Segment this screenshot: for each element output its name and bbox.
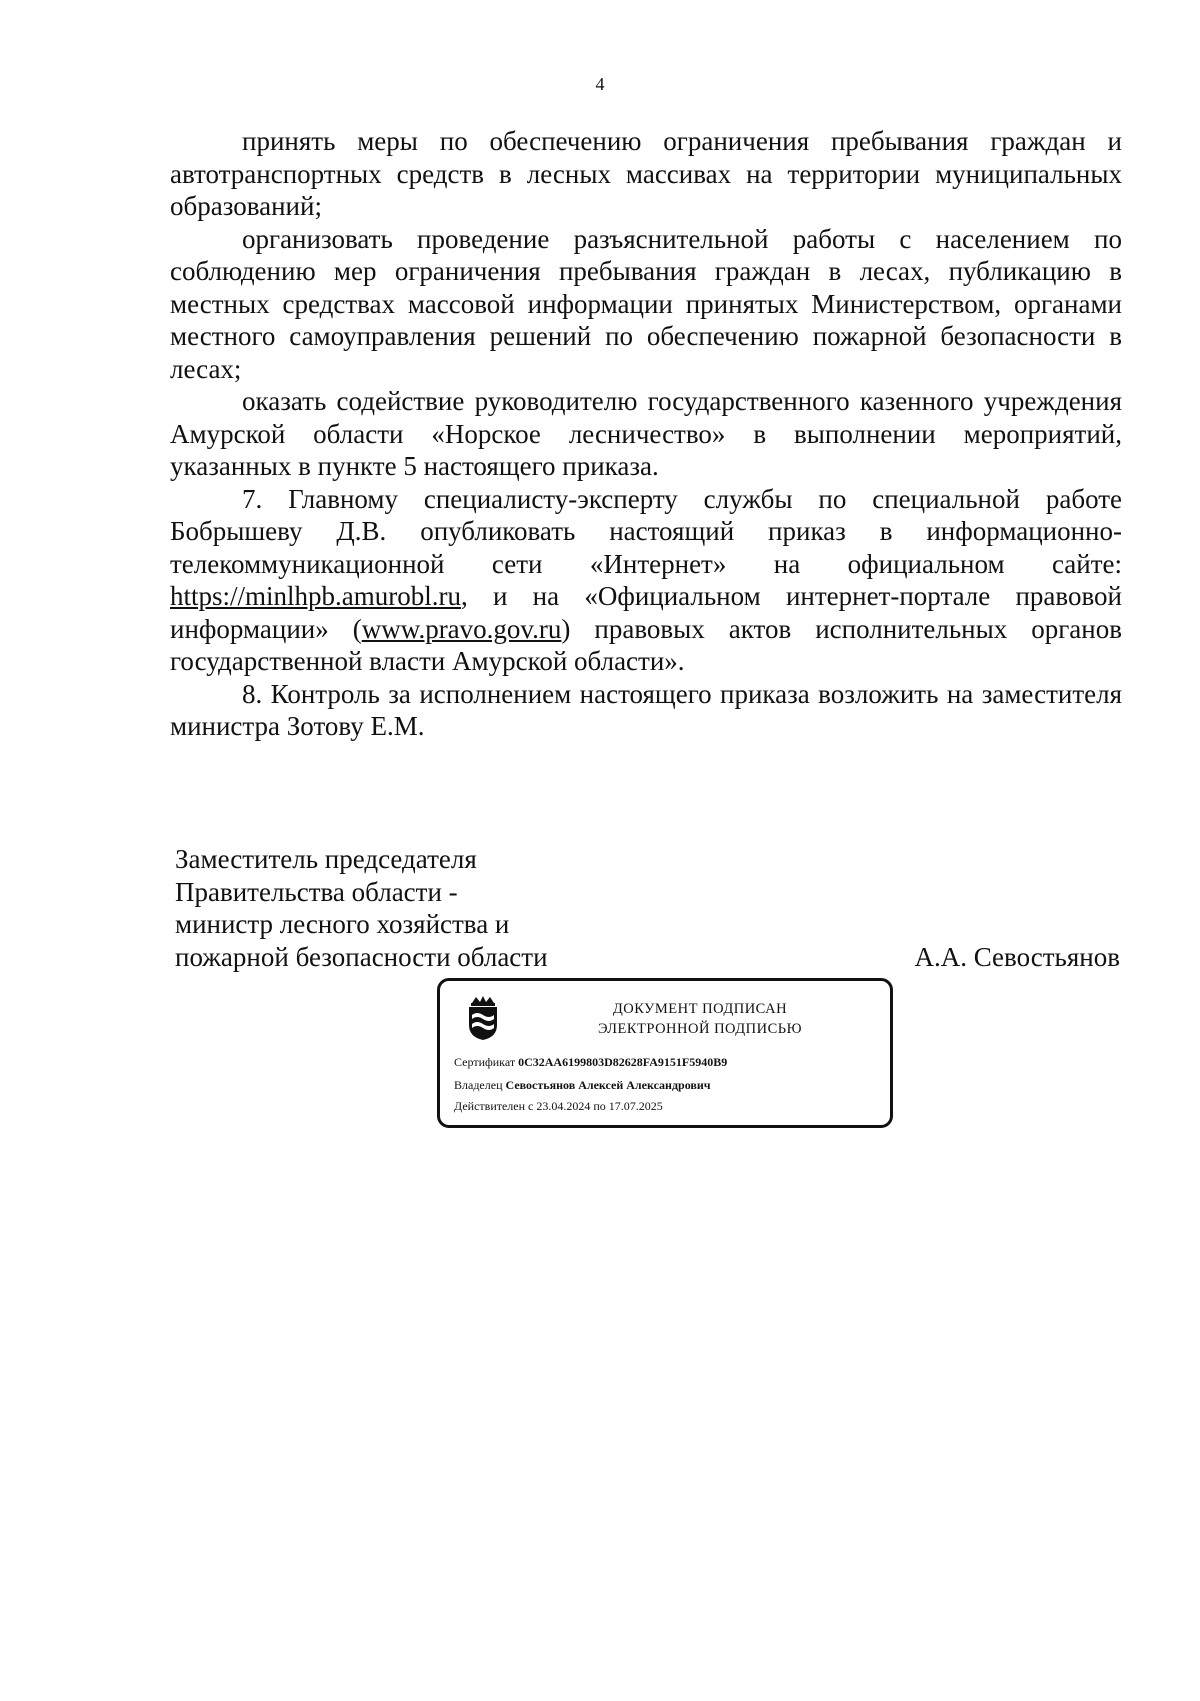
signatory-name: А.А. Севостьянов <box>914 942 1120 972</box>
page-number: 4 <box>595 74 605 94</box>
item-7-text-end: ) правовых актов исполнительных органов государственной власти Амурской области». <box>170 613 1122 676</box>
paragraph-item-7-publish <box>170 483 1122 678</box>
stamp-title <box>520 999 880 1039</box>
stamp-title-line: ЭЛЕКТРОННОЙ ПОДПИСЬЮ <box>597 1021 803 1037</box>
stamp-title-line: ДОКУМЕНТ ПОДПИСАН <box>612 1001 788 1017</box>
signatory-position-line: Заместитель председателя <box>175 844 477 874</box>
certificate-value: 0C32AA6199803D82628FA9151F5940B9 <box>518 1055 728 1069</box>
stamp-owner <box>454 1078 711 1093</box>
valid-to-label: по <box>593 1099 606 1113</box>
signatory-position-line: Правительства области - <box>175 876 458 907</box>
valid-to: 17.07.2025 <box>608 1099 663 1113</box>
amur-coat-of-arms-icon <box>466 995 500 1041</box>
item-7-text-start: 7. Главному специалисту-эксперту службы по специальной работе Бобрышеву Д.В. опубликовать настоящий приказ в информационно-телекоммуникационной сети «Интернет» на официальном сайте: <box>170 483 1122 579</box>
certificate-label: Сертификат <box>454 1055 516 1069</box>
stamp-certificate <box>454 1055 727 1070</box>
stamp-validity <box>454 1099 663 1114</box>
paragraph-restrict-access: принять меры по обеспечению ограничения пребывания граждан и автотранспортных средств в лесных массивах на территории муниципальных образований; <box>170 126 1122 221</box>
signatory-position-line: министр лесного хозяйства и <box>175 909 510 939</box>
valid-label: Действителен с <box>454 1099 534 1113</box>
owner-value: Севостьянов Алексей Александрович <box>505 1078 711 1092</box>
valid-from: 23.04.2024 <box>536 1099 591 1113</box>
pravo-gov-link[interactable]: www.pravo.gov.ru <box>361 613 562 644</box>
paragraph-assist-forestry: оказать содействие руководителю государственного казенного учреждения Амурской области «Норское лесничество» в выполнении мероприятий, указанных в пункте 5 настоящего приказа. <box>170 386 1122 481</box>
electronic-signature-stamp <box>437 978 893 1128</box>
item-7-text-middle: , и на «Официальном интернет-портале правовой информации» ( <box>170 581 1122 644</box>
signatory-position-line: пожарной безопасности области <box>175 941 548 972</box>
document-body <box>170 125 1122 743</box>
paragraph-item-8-control: 8. Контроль за исполнением настоящего приказа возложить на заместителя министра Зотову Е.М. <box>170 678 1122 741</box>
ministry-site-link[interactable]: https://minlhpb.amurobl.ru <box>170 581 461 611</box>
signatory-position <box>175 843 548 973</box>
paragraph-outreach: организовать проведение разъяснительной работы с населением по соблюдению мер ограничения пребывания граждан в лесах, публикацию в местных средствах массовой информации принятых Министерством, органами местного самоуправления решений по обеспечению пожарной безопасности в лесах; <box>170 223 1122 384</box>
owner-label: Владелец <box>454 1078 503 1092</box>
